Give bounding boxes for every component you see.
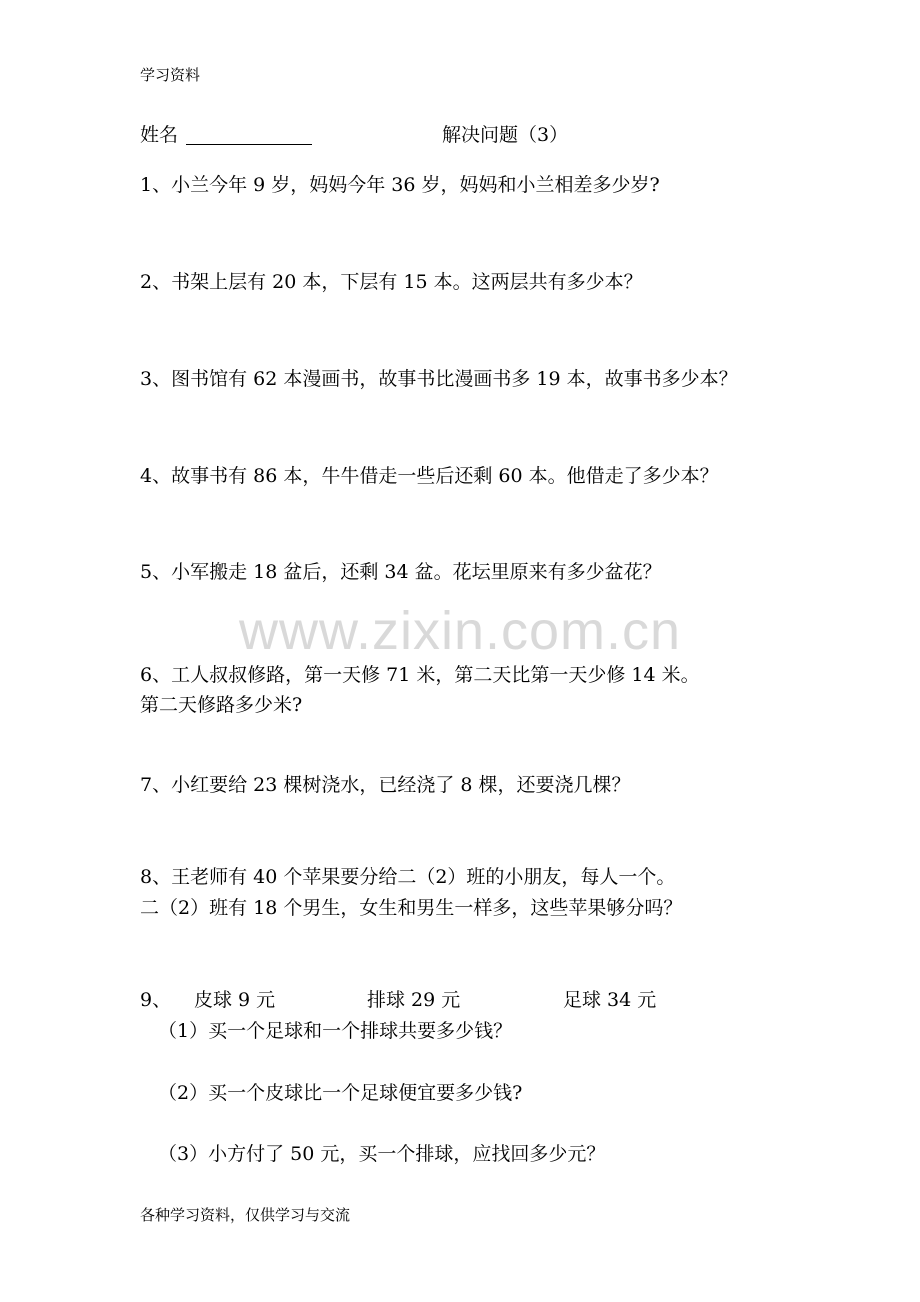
question-6-line-2: 第二天修路多少米? xyxy=(140,694,303,716)
header-note: 学习资料 xyxy=(140,66,201,84)
question-3: 3、图书馆有 62 本漫画书，故事书比漫画书多 19 本，故事书多少本？ xyxy=(140,368,738,390)
question-4: 4、故事书有 86 本，牛牛借走一些后还剩 60 本。他借走了多少本？ xyxy=(140,465,719,487)
question-9-number: 9、 xyxy=(140,989,172,1011)
price-volleyball: 排球 29 元 xyxy=(367,989,461,1011)
question-9-sub-1: （1）买一个足球和一个排球共要多少钱？ xyxy=(158,1020,513,1042)
question-2: 2、书架上层有 20 本，下层有 15 本。这两层共有多少本？ xyxy=(140,271,643,293)
footer-note: 各种学习资料，仅供学习与交流 xyxy=(140,1206,351,1224)
name-label: 姓名 xyxy=(140,124,179,146)
question-7: 7、小红要给 23 棵树浇水，已经浇了 8 棵，还要浇几棵？ xyxy=(140,774,631,796)
price-ball: 皮球 9 元 xyxy=(194,989,276,1011)
question-8-line-1: 8、王老师有 40 个苹果要分给二（2）班的小朋友，每人一个。 xyxy=(140,866,676,888)
question-9-sub-2: （2）买一个皮球比一个足球便宜要多少钱? xyxy=(158,1082,523,1104)
worksheet-title: 解决问题（3） xyxy=(442,124,569,146)
price-football: 足球 34 元 xyxy=(563,989,657,1011)
question-6-line-1: 6、工人叔叔修路，第一天修 71 米，第二天比第一天少修 14 米。 xyxy=(140,664,700,686)
watermark: www.zixin.com.cn xyxy=(238,601,682,661)
question-1: 1、小兰今年 9 岁，妈妈今年 36 岁，妈妈和小兰相差多少岁? xyxy=(140,174,660,196)
question-8-line-2: 二（2）班有 18 个男生，女生和男生一样多，这些苹果够分吗？ xyxy=(140,897,683,919)
name-blank-line xyxy=(186,144,312,145)
question-5: 5、小军搬走 18 盆后，还剩 34 盆。花坛里原来有多少盆花？ xyxy=(140,561,662,583)
title-row xyxy=(140,120,840,150)
question-9-sub-3: （3）小方付了 50 元，买一个排球，应找回多少元？ xyxy=(158,1143,606,1165)
